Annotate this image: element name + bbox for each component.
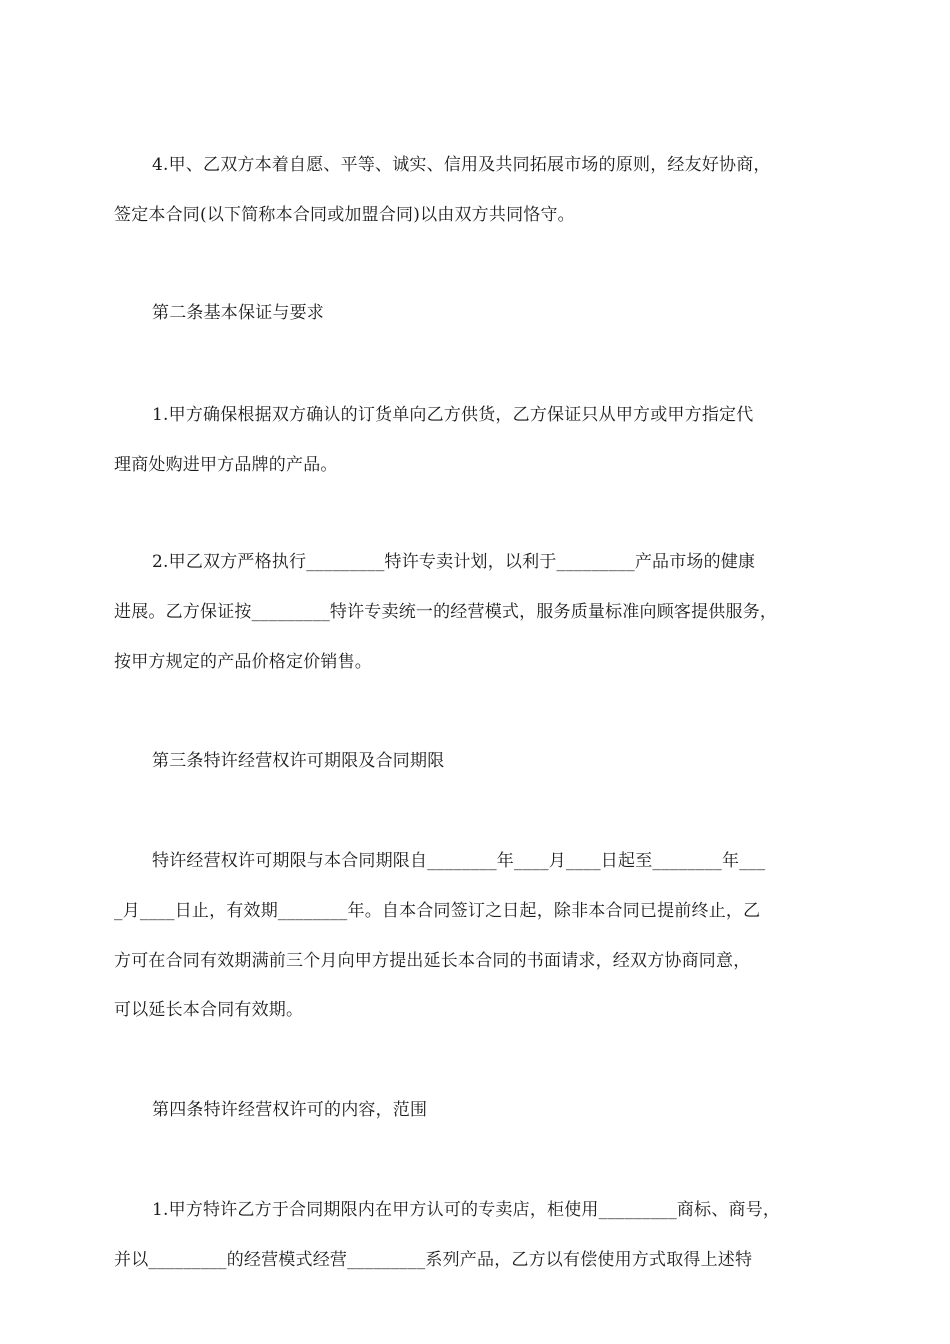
paragraph-line: 方可在合同有效期满前三个月向甲方提出延长本合同的书面请求，经双方协商同意，: [114, 951, 751, 971]
paragraph-line: 2.甲乙双方严格执行_________特许专卖计划，以利于_________产品市场的健康: [152, 552, 756, 572]
paragraph-line: 1.甲方特许乙方于合同期限内在甲方认可的专卖店，柜使用_________商标、商号，: [152, 1200, 781, 1220]
article-heading: 第四条特许经营权许可的内容，范围: [152, 1100, 428, 1120]
paragraph-line: 特许经营权许可期限与本合同期限自________年____月____日起至________年___: [152, 851, 766, 871]
paragraph-line: 并以_________的经营模式经营_________系列产品，乙方以有偿使用方式取得上述特: [114, 1250, 753, 1270]
paragraph-line: 1.甲方确保根据双方确认的订货单向乙方供货，乙方保证只从甲方或甲方指定代: [152, 405, 754, 425]
paragraph-line: 按甲方规定的产品价格定价销售。: [114, 652, 372, 672]
paragraph-line: 4.甲、乙双方本着自愿、平等、诚实、信用及共同拓展市场的原则，经友好协商，: [152, 155, 771, 175]
article-heading: 第三条特许经营权许可期限及合同期限: [152, 751, 445, 771]
paragraph-line: 理商处购进甲方品牌的产品。: [114, 455, 338, 475]
paragraph-line: 进展。乙方保证按_________特许专卖统一的经营模式，服务质量标准向顾客提供服务，: [114, 602, 778, 622]
paragraph-line: 签定本合同(以下简称本合同或加盟合同)以由双方共同恪守。: [114, 205, 575, 225]
article-heading: 第二条基本保证与要求: [152, 303, 324, 323]
paragraph-line: _月____日止，有效期________年。自本合同签订之日起，除非本合同已提前终止，乙: [114, 901, 761, 921]
paragraph-line: 可以延长本合同有效期。: [114, 1000, 304, 1020]
